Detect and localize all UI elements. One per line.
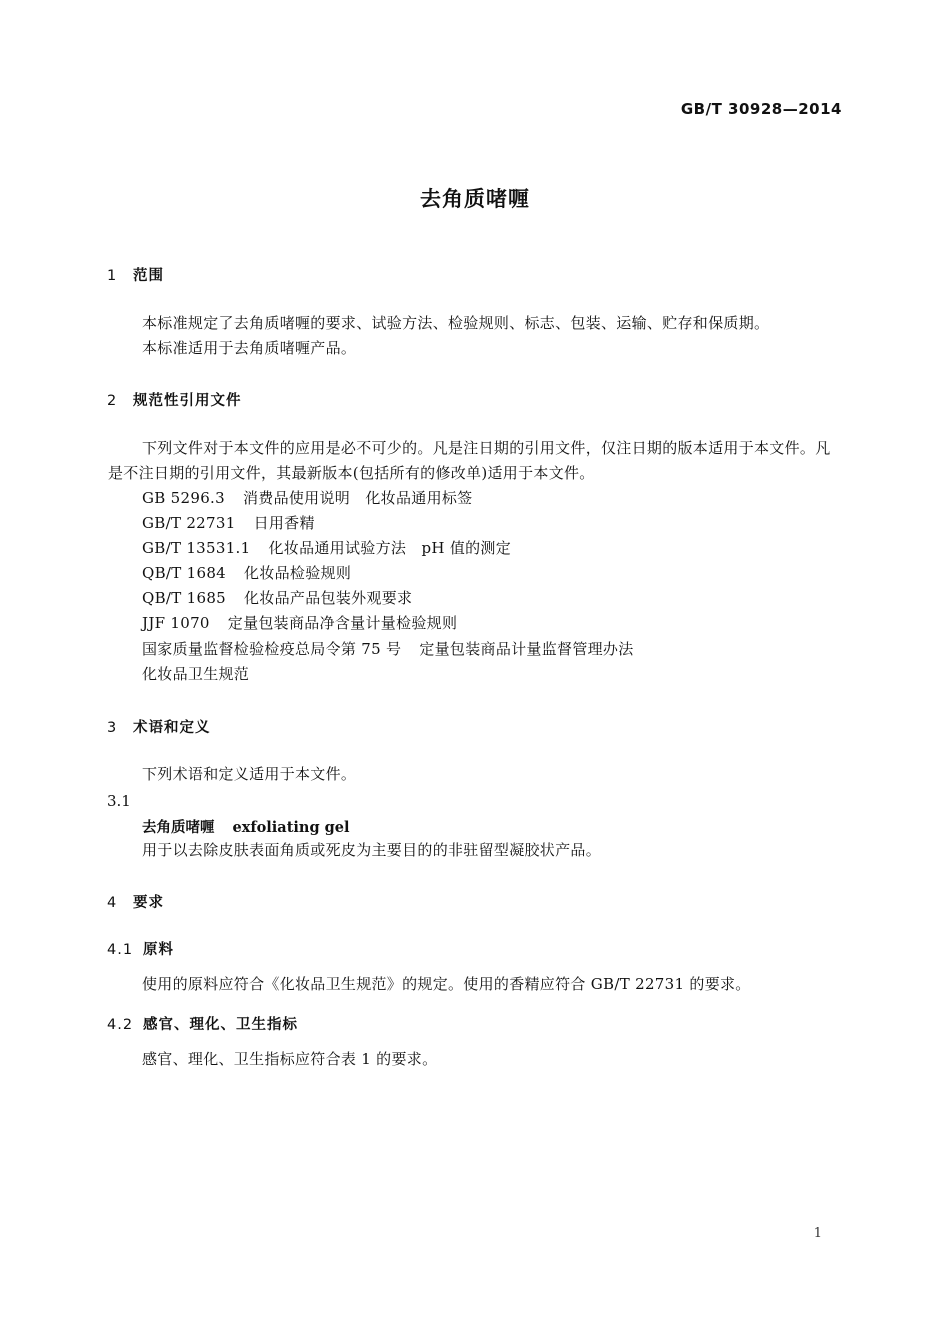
reference-item [142, 511, 315, 536]
section-number: 2 [107, 393, 118, 409]
reference-title: 化妆品产品包装外观要求 [244, 589, 413, 607]
reference-item [142, 561, 351, 586]
reference-code: GB/T 22731 [142, 514, 236, 532]
paragraph: 感官、理化、卫生指标应符合表 1 的要求。 [142, 1050, 438, 1068]
reference-item [142, 536, 511, 561]
reference-code: QB/T 1684 [142, 564, 227, 582]
section-1-heading [107, 264, 164, 285]
reference-title: 日用香精 [253, 514, 315, 532]
reference-code: 国家质量监督检验检疫总局令第 75 号 [142, 640, 402, 658]
paragraph: 本标准适用于去角质啫喱产品。 [142, 339, 357, 357]
reference-title: 定量包装商品计量监督管理办法 [419, 640, 634, 658]
section-number: 4 [107, 895, 118, 911]
section-number: 3 [107, 720, 118, 736]
reference-item [142, 611, 457, 636]
section-title: 术语和定义 [133, 720, 211, 736]
subsection-4-2-heading [107, 1013, 298, 1034]
reference-code: QB/T 1685 [142, 589, 227, 607]
page-number: 1 [813, 1226, 822, 1241]
paragraph: 下列术语和定义适用于本文件。 [142, 765, 357, 783]
term-chinese: 去角质啫喱 [142, 820, 215, 836]
term-english: exfoliating gel [232, 819, 350, 836]
section-4-heading [107, 891, 164, 912]
paragraph: 本标准规定了去角质啫喱的要求、试验方法、检验规则、标志、包装、运输、贮存和保质期。 [142, 314, 770, 332]
subsection-number: 4.2 [107, 1017, 134, 1033]
reference-title: 化妆品检验规则 [244, 564, 352, 582]
reference-code: JJF 1070 [142, 614, 210, 632]
reference-code: GB/T 13531.1 [142, 539, 251, 557]
subsection-number: 4.1 [107, 942, 134, 958]
reference-item [142, 637, 634, 662]
reference-item [142, 486, 472, 511]
subsection-4-1-heading [107, 938, 174, 959]
reference-title: 消费品使用说明 化妆品通用标签 [242, 489, 473, 507]
subsection-title: 原料 [143, 942, 174, 958]
section-title: 范围 [133, 268, 164, 284]
section-number: 1 [107, 268, 118, 284]
term-entry [142, 816, 350, 837]
section-2-heading [107, 389, 242, 410]
reference-item [142, 586, 412, 611]
standard-number: GB/T 30928—2014 [680, 100, 842, 118]
reference-code: GB 5296.3 [142, 489, 225, 507]
reference-title: 定量包装商品净含量计量检验规则 [227, 614, 458, 632]
term-number: 3.1 [107, 792, 131, 810]
reference-title: 化妆品卫生规范 [142, 665, 250, 683]
section-3-heading [107, 716, 211, 737]
reference-item [142, 662, 249, 687]
paragraph: 下列文件对于本文件的应用是必不可少的。凡是注日期的引用文件，仅注日期的版本适用于本文件。凡是不注日期的引用文件，其最新版本(包括所有的修改单)适用于本文件。 [108, 439, 831, 482]
section-title: 要求 [133, 895, 164, 911]
term-definition: 用于以去除皮肤表面角质或死皮为主要目的的非驻留型凝胶状产品。 [142, 841, 602, 859]
reference-title: 化妆品通用试验方法 pH 值的测定 [268, 539, 512, 557]
section-title: 规范性引用文件 [133, 393, 242, 409]
subsection-title: 感官、理化、卫生指标 [143, 1017, 298, 1033]
paragraph: 使用的原料应符合《化妆品卫生规范》的规定。使用的香精应符合 GB/T 22731 的要求。 [142, 975, 751, 993]
document-title: 去角质啫喱 [420, 187, 530, 211]
